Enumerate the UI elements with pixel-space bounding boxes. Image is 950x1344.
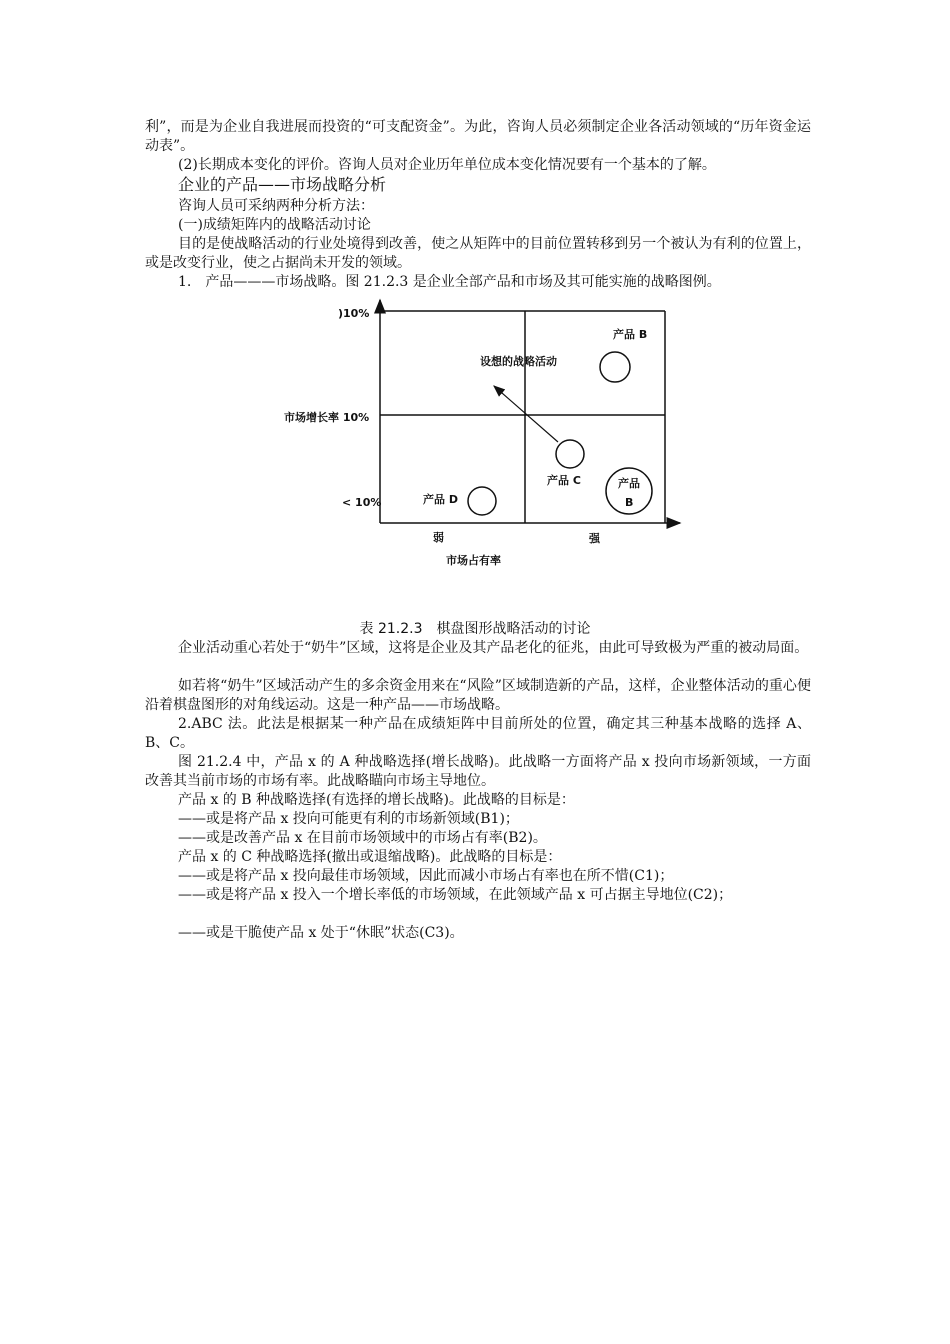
strategy-matrix-figure xyxy=(270,298,700,578)
paragraph-strategy-a: 图 21.2.4 中，产品 x 的 A 种战略选择(增长战略)。此战略一方面将产品 x 投向市场新领域，一方面改善其当前市场的市场有率。此战略瞄向市场主导地位。 xyxy=(145,754,811,789)
x-label-strong: 强 xyxy=(589,532,600,545)
product-b-top-circle xyxy=(600,352,630,382)
paragraph-b2: ——或是改善产品 x 在目前市场领域中的市场占有率(B2)。 xyxy=(178,830,547,846)
paragraph-b1: ——或是将产品 x 投向可能更有利的市场新领域(B1)； xyxy=(178,811,519,827)
y-label-low: < 10% xyxy=(342,496,382,509)
paragraph-c1: ——或是将产品 x 投向最佳市场领域，因此而减小市场占有率也在所不惜(C1)； xyxy=(178,868,674,884)
paragraph-subheading-matrix: (一)成绩矩阵内的战略活动讨论 xyxy=(178,217,371,233)
product-d-circle xyxy=(468,487,496,515)
product-c-label: 产品 C xyxy=(547,474,581,487)
x-axis-title: 市场占有率 xyxy=(446,554,501,567)
product-b-label-line1: 产品 xyxy=(618,477,640,490)
paragraph-abc-method: 2.ABC 法。此法是根据某一种产品在成绩矩阵中目前所处的位置，确定其三种基本战略的选择 A、B、C。 xyxy=(145,716,811,751)
paragraph-diagonal-move: 如若将“奶牛”区域活动产生的多余资金用来在“风险”区域制造新的产品，这样，企业整体活动的重心便沿着棋盘图形的对角线运动。这是一种产品——市场战略。 xyxy=(145,678,811,713)
strategy-arrow xyxy=(494,386,558,442)
product-b-top-label: 产品 B xyxy=(613,328,648,341)
y-label-mid: 市场增长率 10% xyxy=(284,411,370,424)
paragraph-fund-movement: 利”，而是为企业自我进展而投资的“可支配资金”。为此，咨询人员必须制定企业各活动领域的“历年资金运动表”。 xyxy=(145,119,811,154)
paragraph-cost-evaluation: (2)长期成本变化的评价。咨询人员对企业历年单位成本变化情况要有一个基本的了解。 xyxy=(178,157,716,173)
x-label-weak: 弱 xyxy=(433,531,444,544)
paragraph-cash-cow: 企业活动重心若处于“奶牛”区域，这将是企业及其产品老化的征兆，由此可导致极为严重的被动局面。 xyxy=(178,640,809,656)
figure-caption: 表 21.2.3 棋盘图形战略活动的讨论 xyxy=(359,621,591,637)
paragraph-purpose: 目的是使战略活动的行业处境得到改善，使之从矩阵中的目前位置转移到另一个被认为有利的位置上，或是改变行业，使之占据尚未开发的领域。 xyxy=(145,236,811,271)
section-heading: 企业的产品——市场战略分析 xyxy=(178,175,387,194)
product-b-label-line2: B xyxy=(625,496,634,509)
paragraph-product-market-strategy: 1. 产品———市场战略。图 21.2.3 是企业全部产品和市场及其可能实施的战略图例。 xyxy=(178,274,721,290)
arrow-label: 设想的战略活动 xyxy=(480,355,557,368)
product-d-label: 产品 D xyxy=(423,493,458,506)
paragraph-strategy-c: 产品 x 的 C 种战略选择(撤出或退缩战略)。此战略的目标是： xyxy=(178,849,562,865)
paragraph-c3: ——或是干脆使产品 x 处于“休眠”状态(C3)。 xyxy=(178,925,464,941)
y-label-high: )10% xyxy=(338,307,370,320)
product-c-circle xyxy=(556,440,584,468)
paragraph-c2: ——或是将产品 x 投入一个增长率低的市场领域，在此领域产品 x 可占据主导地位(C2)； xyxy=(178,887,733,903)
paragraph-two-methods: 咨询人员可采纳两种分析方法： xyxy=(178,198,374,214)
paragraph-strategy-b: 产品 x 的 B 种战略选择(有选择的增长战略)。此战略的目标是： xyxy=(178,792,575,808)
